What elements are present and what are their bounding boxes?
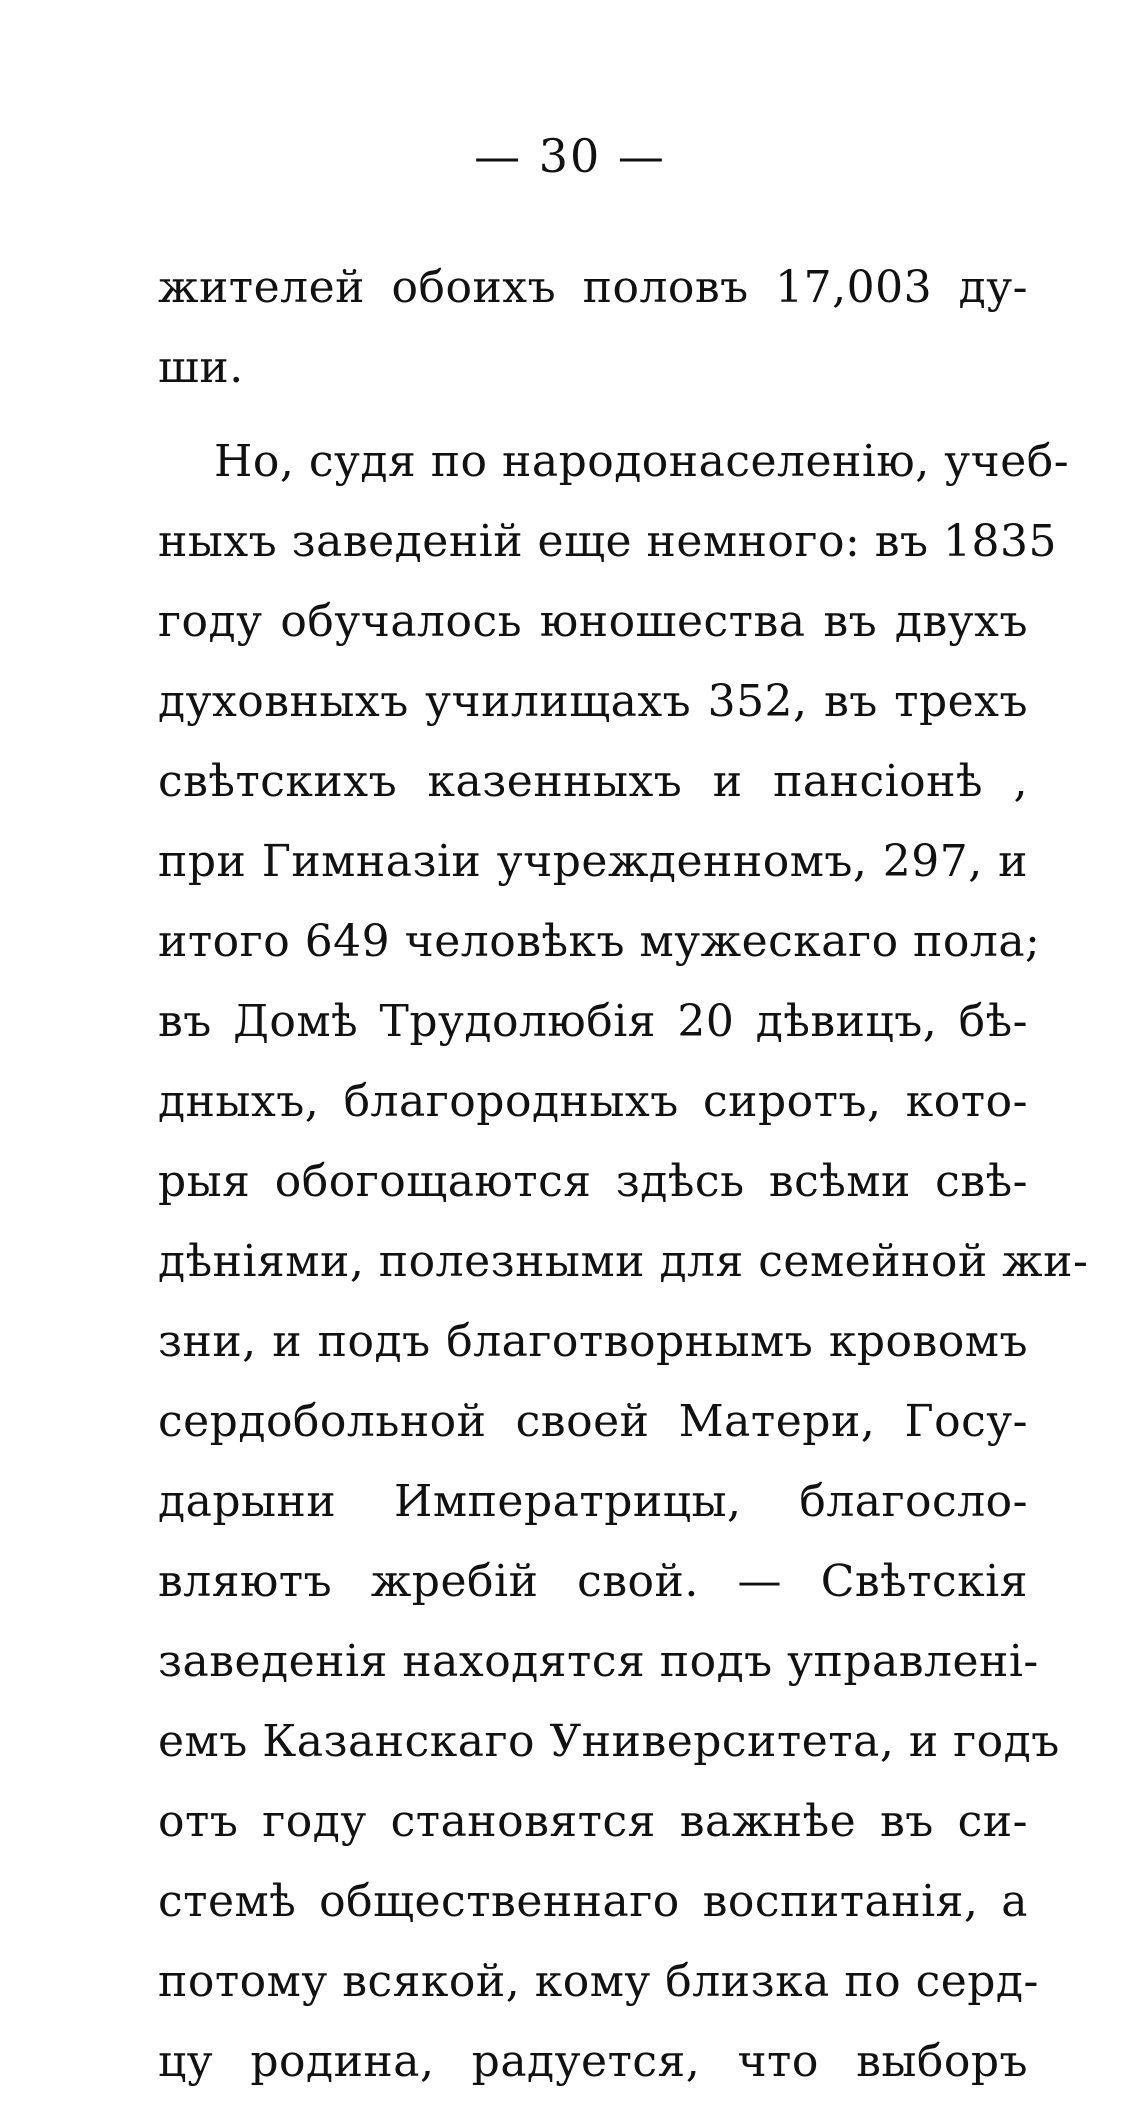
text-line: Но, судя по народонаселенію, учеб- (214, 436, 1070, 487)
text-line: цу родина, радуется, что выборъ (158, 2036, 1028, 2087)
text-line: ныхъ заведеній еще немного: въ 1835 (158, 516, 1057, 567)
paragraph-gap (158, 408, 1028, 422)
text-line: вляютъ жребій свой. — Свѣтскія (158, 1556, 1028, 1607)
text-line: жителей обоихъ половъ 17,003 ду- (158, 262, 1028, 313)
text-line: заведенія находятся подъ управлені- (158, 1636, 1039, 1687)
text-line: рыя обогощаются здѣсь всѣми свѣ- (158, 1156, 1028, 1207)
text-line: въ Домѣ Трудолюбія 20 дѣвицъ, бѣ- (158, 996, 1028, 1047)
text-line: при Гимназіи учрежденномъ, 297, и (158, 836, 1028, 887)
page-number: — 30 — (474, 129, 666, 183)
text-line: дѣніями, полезными для семейной жи- (158, 1236, 1089, 1287)
text-line: потому всякой, кому близка по серд- (158, 1956, 1039, 2007)
text-line: дныхъ, благородныхъ сиротъ, кото- (158, 1076, 1028, 1127)
text-line: духовныхъ училищахъ 352, въ трехъ (158, 676, 1028, 727)
text-line: стемѣ общественнаго воспитанія, а (158, 1876, 1028, 1927)
text-line: зни, и подъ благотворнымъ кровомъ (158, 1316, 1028, 1367)
text-line: сердобольной своей Матери, Госу- (158, 1396, 1028, 1447)
body-text (158, 248, 1089, 2102)
text-line: ши. (158, 342, 244, 393)
text-line: свѣтскихъ казенныхъ и пансіонѣ , (158, 756, 1028, 807)
text-line: году обучалось юношества въ двухъ (158, 596, 1028, 647)
text-line: емъ Казанскаго Университета, и годъ (158, 1716, 1060, 1767)
text-line: итого 649 человѣкъ мужескаго пола; (158, 916, 1041, 967)
text-line: дарыни Императрицы, благосло- (158, 1476, 1028, 1527)
text-line: отъ году становятся важнѣе въ си- (158, 1796, 1028, 1847)
